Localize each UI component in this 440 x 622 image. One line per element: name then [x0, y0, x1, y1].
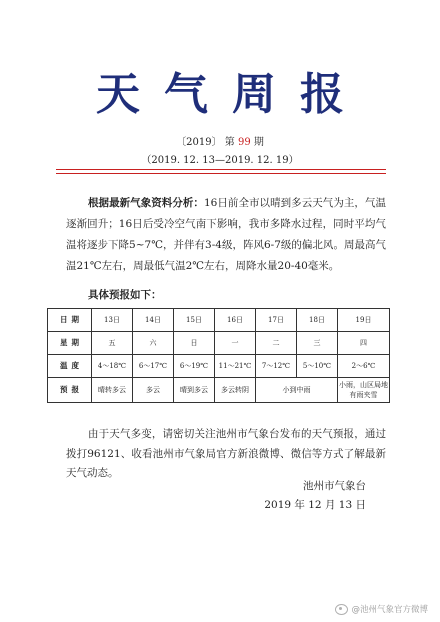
cell-date: 17日 [256, 309, 297, 332]
cell-forecast: 小到中雨 [256, 378, 338, 403]
row-label-date: 日期 [48, 309, 92, 332]
red-divider-thin [56, 173, 386, 174]
row-label-forecast: 预报 [48, 378, 92, 403]
cell-weekday: 四 [338, 332, 390, 355]
cell-weekday: 一 [215, 332, 256, 355]
cell-weekday: 五 [92, 332, 133, 355]
row-label-temp: 温度 [48, 355, 92, 378]
issue-number [0, 133, 440, 148]
cell-date: 16日 [215, 309, 256, 332]
cell-weekday: 六 [133, 332, 174, 355]
issue-year: 〔2019〕 [176, 137, 222, 148]
cell-forecast: 小雨，山区局地有雨夹雪 [338, 378, 390, 403]
notice-paragraph: 由于天气多变，请密切关注池州市气象台发布的天气预报，通过拨打96121、收看池州市气象局官方新浪微博、微信等方式了解最新天气动态。 [66, 428, 386, 479]
table-row-date [48, 309, 390, 332]
weibo-icon [335, 604, 348, 615]
forecast-table [47, 308, 390, 403]
date-range: （2019. 12. 13—2019. 12. 19） [141, 155, 299, 166]
page-title: 天气周报 [96, 69, 368, 120]
forecast-heading: 具体预报如下： [88, 289, 162, 301]
watermark [335, 603, 428, 615]
cell-weekday: 三 [297, 332, 338, 355]
row-label-weekday: 星期 [48, 332, 92, 355]
cell-forecast: 多云 [133, 378, 174, 403]
signature-date: 2019 年 12 月 13 日 [264, 499, 366, 511]
analysis-lead: 根据最新气象资料分析： [88, 197, 204, 209]
issue-label: 第 [224, 137, 235, 148]
cell-temp: 5～10℃ [297, 355, 338, 378]
cell-temp: 4～18℃ [92, 355, 133, 378]
cell-temp: 7～12℃ [256, 355, 297, 378]
table-row-forecast [48, 378, 390, 403]
watermark-text: @池州气象官方微博 [351, 605, 428, 615]
analysis-paragraph [66, 193, 386, 277]
cell-temp: 2～6℃ [338, 355, 390, 378]
analysis-text: 16日前全市以晴到多云天气为主，气温逐渐回升；16日后受冷空气南下影响，我市多降水过程，同时平均气温将逐步下降5~7℃，并伴有3-4级，阵风6-7级的偏北风。周最高气温21℃左右，周最低气温2℃左右，周降水量20-40毫米。 [66, 197, 386, 272]
cell-date: 19日 [338, 309, 390, 332]
cell-forecast: 晴转多云 [92, 378, 133, 403]
cell-forecast: 晴到多云 [174, 378, 215, 403]
cell-date: 14日 [133, 309, 174, 332]
cell-date: 13日 [92, 309, 133, 332]
issue-suffix: 期 [253, 137, 264, 148]
table-row-weekday [48, 332, 390, 355]
cell-temp: 6～19℃ [174, 355, 215, 378]
cell-date: 15日 [174, 309, 215, 332]
cell-date: 18日 [297, 309, 338, 332]
cell-weekday: 二 [256, 332, 297, 355]
table-row-temp [48, 355, 390, 378]
issue-number-value: 99 [237, 137, 251, 148]
cell-temp: 6～17℃ [133, 355, 174, 378]
cell-weekday: 日 [174, 332, 215, 355]
cell-forecast: 多云转阴 [215, 378, 256, 403]
red-divider-thick [56, 169, 386, 170]
cell-temp: 11～21℃ [215, 355, 256, 378]
signature: 池州市气象台 [303, 480, 366, 492]
